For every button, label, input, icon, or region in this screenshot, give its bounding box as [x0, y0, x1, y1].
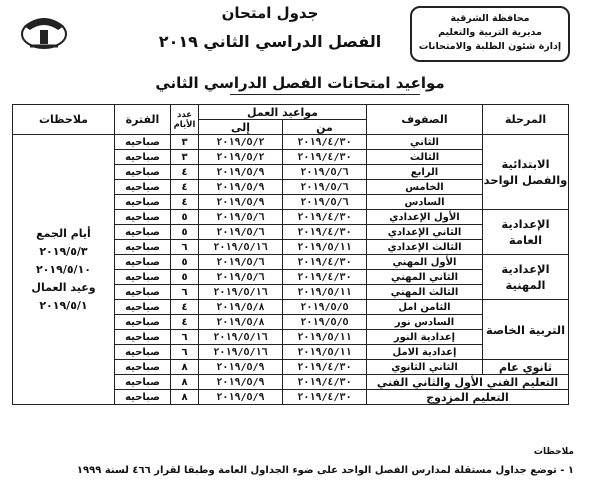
col-stage: المرحلة: [483, 105, 569, 135]
from-cell: ٢٠١٩/٥/١١: [283, 345, 367, 360]
days-cell: ٨: [171, 360, 199, 375]
to-cell: ٢٠١٩/٥/٩: [199, 390, 283, 405]
grade-cell: الرابع: [367, 165, 483, 180]
to-cell: ٢٠١٩/٥/٩: [199, 195, 283, 210]
days-cell: ٦: [171, 285, 199, 300]
from-cell: ٢٠١٩/٤/٣٠: [283, 225, 367, 240]
period-cell: صباحيه: [115, 180, 171, 195]
to-cell: ٢٠١٩/٥/٦: [199, 225, 283, 240]
from-cell: ٢٠١٩/٤/٣٠: [283, 150, 367, 165]
from-cell: ٢٠١٩/٤/٣٠: [283, 270, 367, 285]
from-cell: ٢٠١٩/٤/٣٠: [283, 135, 367, 150]
table-row: [13, 135, 569, 150]
to-cell: ٢٠١٩/٥/٩: [199, 375, 283, 390]
days-cell: ٤: [171, 195, 199, 210]
to-cell: ٢٠١٩/٥/٨: [199, 300, 283, 315]
authority-line-1: محافظة الشرقية: [450, 13, 530, 24]
to-cell: ٢٠١٩/٥/٩: [199, 165, 283, 180]
to-cell: ٢٠١٩/٥/٦: [199, 255, 283, 270]
from-cell: ٢٠١٩/٤/٣٠: [283, 360, 367, 375]
days-cell: ٨: [171, 375, 199, 390]
col-period: الفترة: [115, 105, 171, 135]
period-cell: صباحيه: [115, 135, 171, 150]
grade-cell: الثامن امل: [367, 300, 483, 315]
term-title: الفصل الدراسي الثاني ٢٠١٩: [158, 32, 382, 51]
days-cell: ٦: [171, 330, 199, 345]
days-cell: ٣: [171, 135, 199, 150]
stage-primary: الابتدائية والفصل الواحد: [483, 135, 569, 210]
to-cell: ٢٠١٩/٥/٦: [199, 210, 283, 225]
to-cell: ٢٠١٩/٥/١٦: [199, 345, 283, 360]
grade-cell: الأول الإعدادي: [367, 210, 483, 225]
table-header-row: [13, 105, 569, 120]
to-cell: ٢٠١٩/٥/٩: [199, 360, 283, 375]
authority-line-3: إدارة شئون الطلبة والامتحانات: [418, 41, 562, 52]
subtitle-underline: [230, 94, 420, 95]
stage-secondary-general: ثانوي عام: [483, 360, 569, 375]
days-cell: ٤: [171, 180, 199, 195]
days-cell: ٤: [171, 315, 199, 330]
to-cell: ٢٠١٩/٥/١٦: [199, 330, 283, 345]
to-cell: ٢٠١٩/٥/٩: [199, 180, 283, 195]
from-cell: ٢٠١٩/٥/٦: [283, 180, 367, 195]
grade-cell: الثالث الإعدادي: [367, 240, 483, 255]
period-cell: صباحيه: [115, 315, 171, 330]
grade-cell: الثالث: [367, 150, 483, 165]
to-cell: ٢٠١٩/٥/١٦: [199, 285, 283, 300]
grade-cell: الثاني الإعدادي: [367, 225, 483, 240]
period-cell: صباحيه: [115, 345, 171, 360]
period-cell: صباحيه: [115, 270, 171, 285]
period-cell: صباحيه: [115, 360, 171, 375]
period-cell: صباحيه: [115, 210, 171, 225]
from-cell: ٢٠١٩/٥/٥: [283, 315, 367, 330]
stage-prep-vocational: الإعدادية المهنية: [483, 255, 569, 300]
days-cell: ٥: [171, 225, 199, 240]
from-cell: ٢٠١٩/٤/٣٠: [283, 210, 367, 225]
notes-line-4: وعيد العمال: [31, 280, 96, 294]
grade-cell: الثاني: [367, 135, 483, 150]
days-cell: ٤: [171, 165, 199, 180]
notes-line-1: أيام الجمع: [36, 226, 91, 240]
period-cell: صباحيه: [115, 240, 171, 255]
days-cell: ٥: [171, 210, 199, 225]
schedule-subtitle: مواعيد امتحانات الفصل الدراسي الثاني: [155, 74, 445, 92]
period-cell: صباحيه: [115, 300, 171, 315]
days-cell: ٦: [171, 345, 199, 360]
from-cell: ٢٠١٩/٥/١١: [283, 240, 367, 255]
stage-technical: التعليم الفني الأول والثاني الفني: [367, 375, 569, 390]
grade-cell: الخامس: [367, 180, 483, 195]
grade-cell: إعدادية النور: [367, 330, 483, 345]
footer-heading: ملاحظات: [533, 447, 574, 457]
grade-cell: السادس نور: [367, 315, 483, 330]
from-cell: ٢٠١٩/٥/٦: [283, 165, 367, 180]
notes-line-3: ٢٠١٩/٥/١٠: [35, 262, 92, 276]
exam-table: [12, 104, 569, 405]
col-notes: ملاحظات: [13, 105, 115, 135]
grade-cell: الثاني المهني: [367, 270, 483, 285]
eagle-emblem-icon: [14, 6, 74, 54]
grade-cell: السادس: [367, 195, 483, 210]
to-cell: ٢٠١٩/٥/٦: [199, 270, 283, 285]
period-cell: صباحيه: [115, 375, 171, 390]
to-cell: ٢٠١٩/٥/٨: [199, 315, 283, 330]
grade-cell: الأول المهني: [367, 255, 483, 270]
period-cell: صباحيه: [115, 285, 171, 300]
period-cell: صباحيه: [115, 225, 171, 240]
from-cell: ٢٠١٩/٤/٣٠: [283, 255, 367, 270]
days-cell: ٤: [171, 300, 199, 315]
days-cell: ٥: [171, 270, 199, 285]
col-grades: الصفوف: [367, 105, 483, 135]
days-cell: ٥: [171, 255, 199, 270]
authority-box: [410, 6, 570, 62]
period-cell: صباحيه: [115, 195, 171, 210]
notes-line-5: ٢٠١٩/٥/١: [39, 298, 88, 312]
from-cell: ٢٠١٩/٥/١١: [283, 330, 367, 345]
to-cell: ٢٠١٩/٥/١٦: [199, 240, 283, 255]
period-cell: صباحيه: [115, 150, 171, 165]
from-cell: ٢٠١٩/٥/٥: [283, 300, 367, 315]
notes-cell: [13, 135, 115, 405]
stage-dual: التعليم المزدوج: [367, 390, 569, 405]
period-cell: صباحيه: [115, 255, 171, 270]
col-to: إلى: [199, 120, 283, 135]
authority-line-2: مديرية التربية والتعليم: [438, 27, 542, 38]
to-cell: ٢٠١٩/٥/٢: [199, 135, 283, 150]
to-cell: ٢٠١٩/٥/٢: [199, 150, 283, 165]
col-days: عدد الأيام: [171, 105, 199, 135]
days-cell: ٨: [171, 390, 199, 405]
footer-note: ١ - توضع جداول مستقلة لمدارس الفصل الواحد على ضوء الجداول العامة وطبقا لقرار ٤٦٦ لسنة ١٩٩٩: [76, 465, 574, 476]
stage-special: التربية الخاصة: [483, 300, 569, 360]
page-title: جدول امتحان: [221, 4, 319, 22]
stage-prep-general: الإعدادية العامة: [483, 210, 569, 255]
period-cell: صباحيه: [115, 165, 171, 180]
grade-cell: الثاني الثانوي: [367, 360, 483, 375]
grade-cell: إعدادية الامل: [367, 345, 483, 360]
col-dates: مواعيد العمل: [199, 105, 367, 120]
days-cell: ٣: [171, 150, 199, 165]
notes-line-2: ٢٠١٩/٥/٣: [39, 244, 88, 258]
from-cell: ٢٠١٩/٥/٦: [283, 195, 367, 210]
from-cell: ٢٠١٩/٤/٣٠: [283, 375, 367, 390]
col-from: من: [283, 120, 367, 135]
from-cell: ٢٠١٩/٥/١١: [283, 285, 367, 300]
period-cell: صباحيه: [115, 390, 171, 405]
period-cell: صباحيه: [115, 330, 171, 345]
grade-cell: الثالث المهني: [367, 285, 483, 300]
from-cell: ٢٠١٩/٤/٣٠: [283, 390, 367, 405]
days-cell: ٦: [171, 240, 199, 255]
